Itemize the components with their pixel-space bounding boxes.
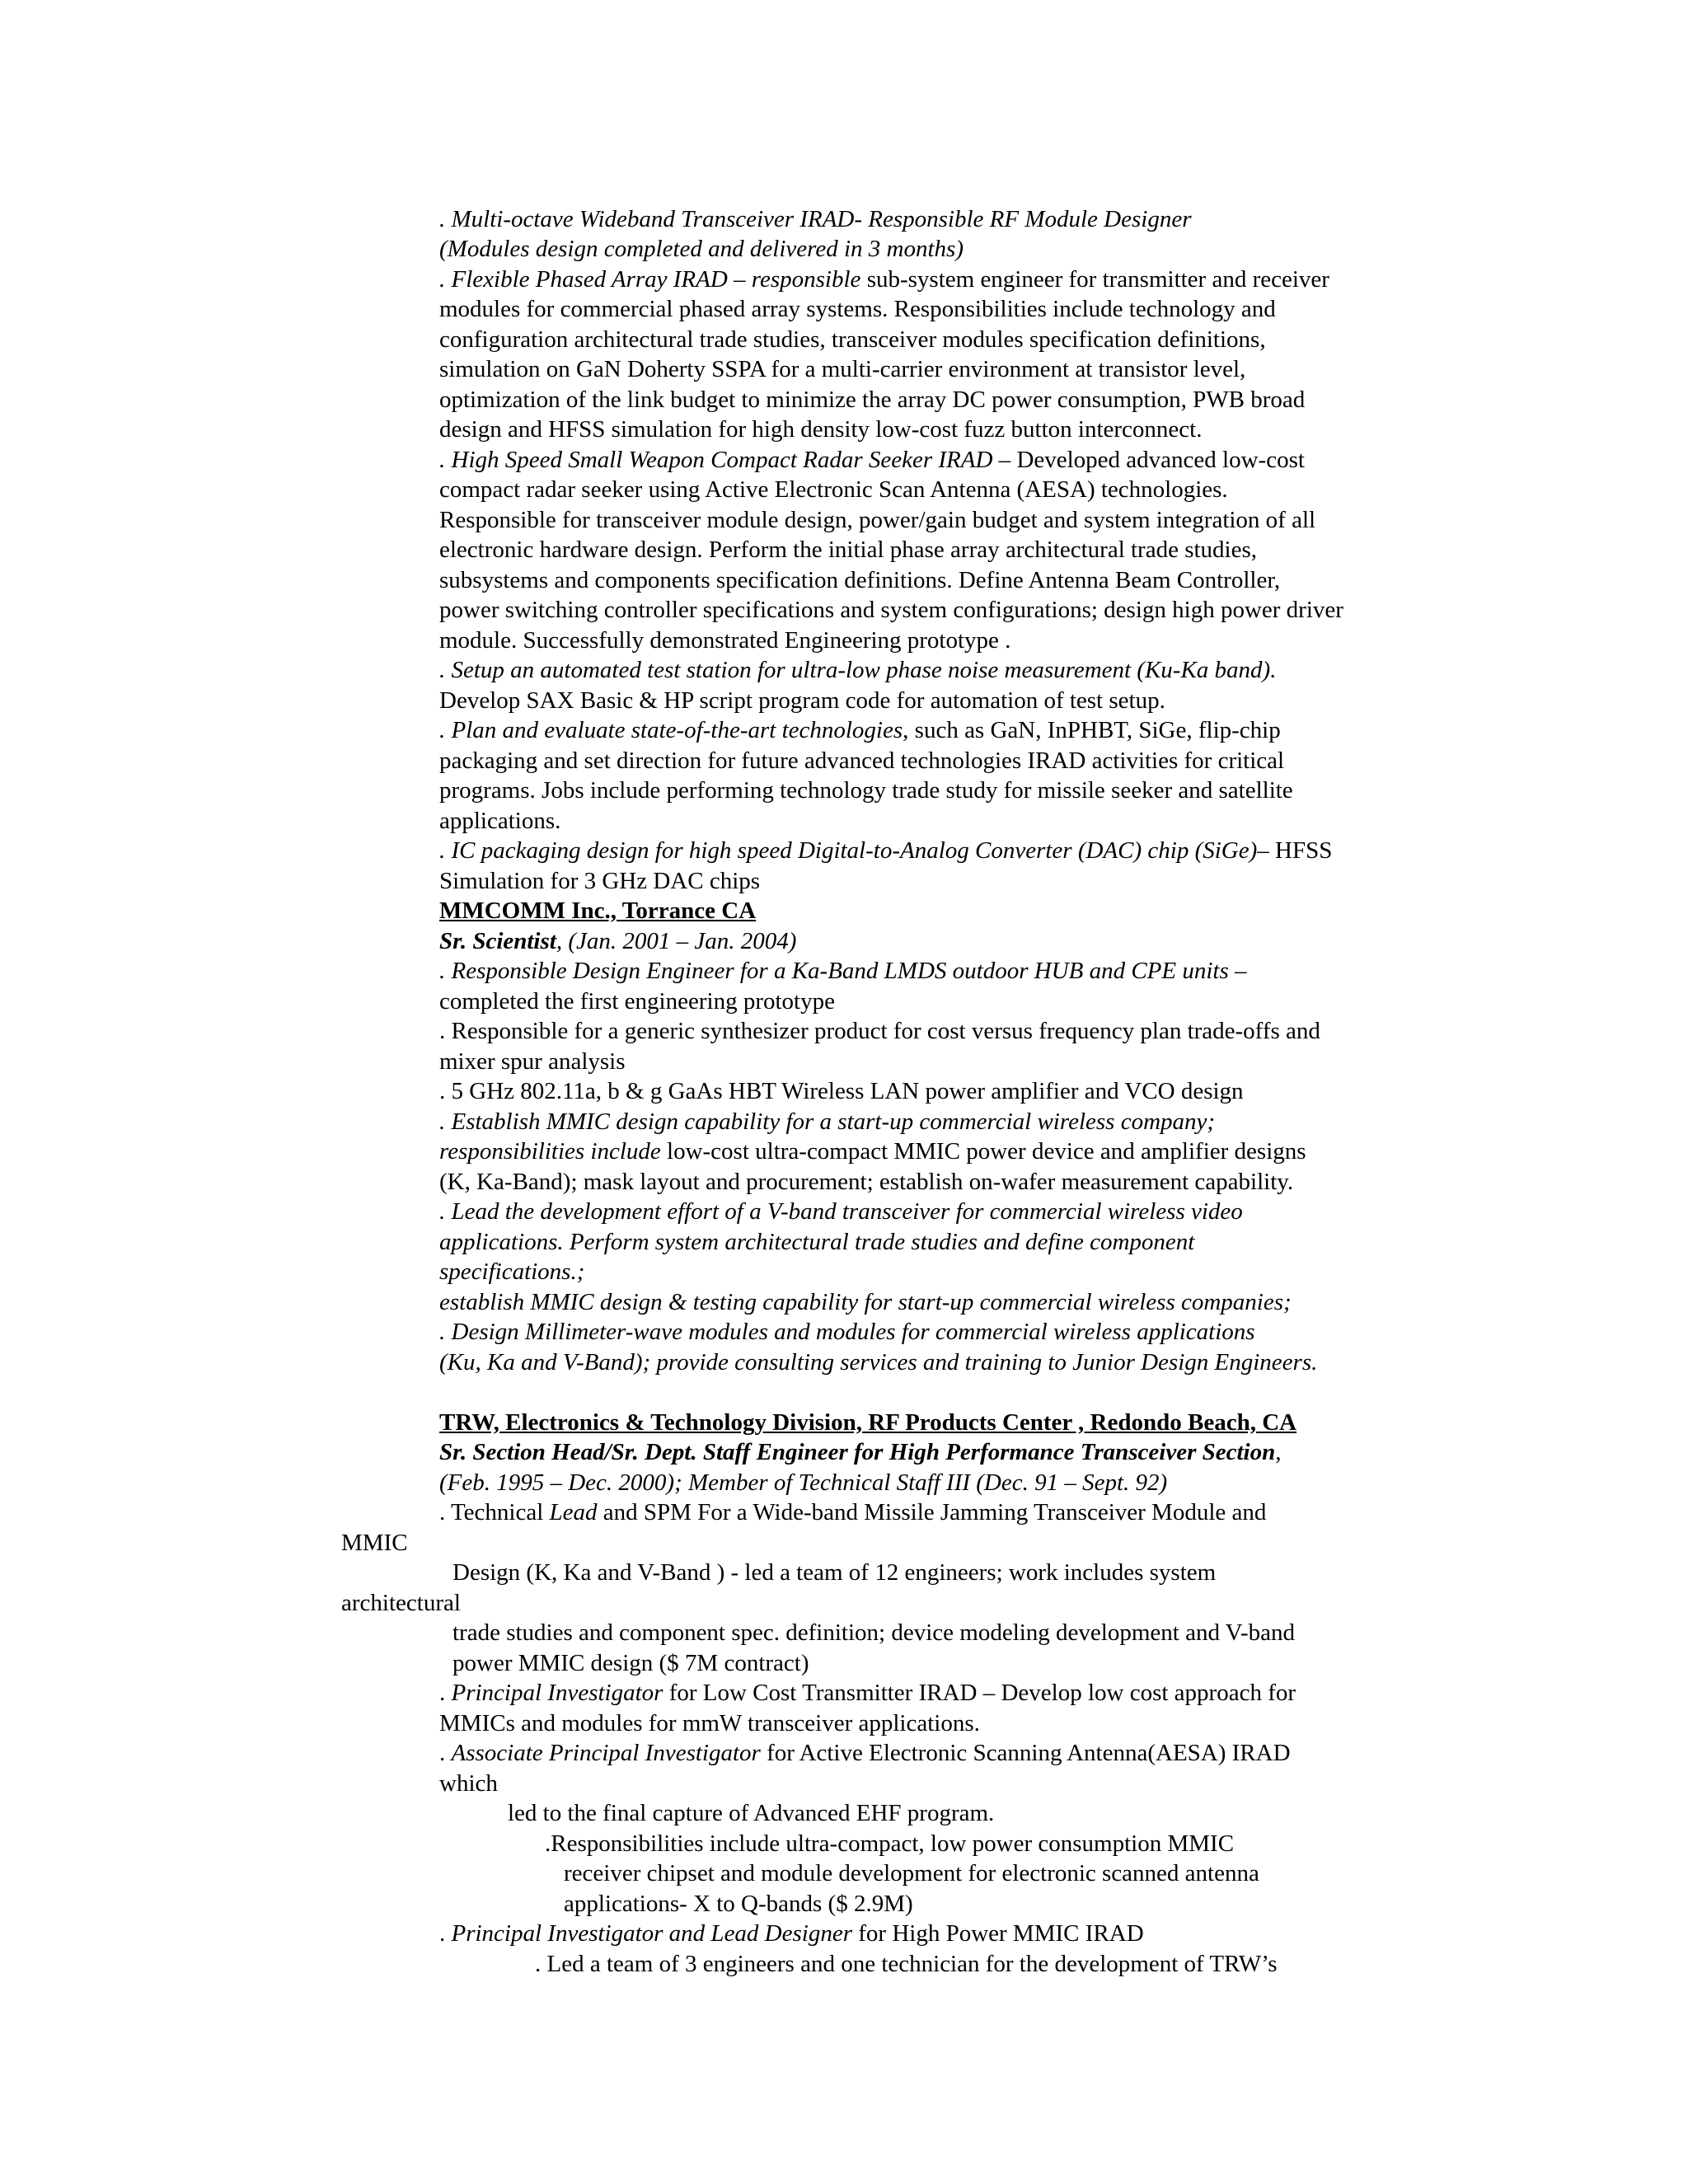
text-line [545,1829,1234,1859]
text-line [439,626,1010,656]
text-run: MMICs and modules for mmW transceiver applications. [439,1710,980,1736]
text-line [439,956,1247,987]
text-run: electronic hardware design. Perform the initial phase array architectural trade studies, [439,537,1258,563]
text-run: and SPM For a Wide-band Missile Jamming Transceiver Module and [597,1499,1267,1526]
text-line [439,1769,498,1799]
text-line [439,1347,1317,1378]
text-run: , [1275,1439,1282,1465]
text-line [439,806,560,837]
text-line [439,1437,1281,1468]
text-line [439,1738,1291,1769]
text-run: architectural [341,1590,461,1616]
text-line [439,686,1165,716]
text-line [439,715,1281,746]
text-line [439,1047,626,1077]
text-run: Responsible for transceiver module design, power/gain budget and system integration of all [439,507,1316,533]
text-line [341,1528,408,1558]
text-run: completed the first engineering prototype [439,988,835,1015]
text-run: . Led a team of 3 engineers and one technician for the development of TRW’s [535,1951,1278,1977]
text-line [439,1227,1194,1258]
text-line [439,1408,1296,1438]
text-run: optimization of the link budget to minimize the array DC power consumption, PWB broad [439,387,1306,413]
text-run: modules for commercial phased array systems. Responsibilities include technology and [439,296,1276,322]
text-run: .Responsibilities include ultra-compact, low power consumption MMIC [545,1830,1235,1857]
text-run: Developed advanced low-cost [1016,447,1305,473]
text-run: Principal Investigator [451,1680,663,1706]
text-run: . 5 GHz 802.11a, b & g GaAs HBT Wireless LAN power amplifier and VCO design [439,1078,1244,1104]
text-line [439,1678,1296,1708]
text-run: establish MMIC design & testing capability for start-up commercial wireless companies; [439,1289,1292,1315]
text-run: . Technical [439,1499,550,1526]
text-run: MMIC [341,1530,408,1556]
text-run: Develop SAX Basic & HP script program code for automation of test setup. [439,687,1165,714]
text-line [439,1708,980,1739]
text-run: . Plan and evaluate state-of-the-art technologies [439,717,903,743]
text-run: applications- X to Q-bands ($ 2.9M) [564,1891,913,1917]
text-run: . Responsible for a generic synthesizer product for cost versus frequency plan trade-offs and [439,1018,1320,1044]
text-run: . [439,1920,452,1947]
text-line [439,1919,1144,1949]
text-run: MMCOMM Inc., Torrance CA [439,898,757,924]
text-line [439,415,1202,445]
text-line [439,505,1315,536]
text-line [439,535,1257,565]
text-run: for Low Cost Transmitter IRAD – Develop low cost approach for [663,1680,1296,1706]
text-run: applications. [439,808,561,834]
text-run: which [439,1770,498,1797]
text-line [439,655,1276,686]
text-line [439,1016,1320,1047]
text-run: , (Jan. 2001 – Jan. 2004) [556,928,797,954]
text-run: (Feb. 1995 – Dec. 2000); Member of Technical Staff III (Dec. 91 – Sept. 92) [439,1469,1168,1496]
text-line [535,1949,1278,1980]
text-line [439,445,1305,476]
text-line [439,294,1276,325]
text-line [439,475,1228,505]
text-line [341,1588,461,1619]
text-line [439,896,756,926]
text-run: specifications.; [439,1258,585,1285]
text-line [439,1257,584,1287]
text-run: (K, Ka-Band); mask layout and procurement; establish on-wafer measurement capability. [439,1169,1294,1195]
text-run: applications. Perform system architectural trade studies and define component [439,1229,1195,1255]
text-line [439,1076,1244,1107]
text-run: low-cost ultra-compact MMIC power device and amplifier designs [667,1138,1306,1165]
text-run: (Ku, Ka and V-Band); provide consulting services and training to Junior Design Engineers. [439,1349,1318,1376]
text-run: power MMIC design ($ 7M contract) [452,1650,809,1676]
text-line [439,354,1245,385]
text-run: sub-system engineer for transmitter and receiver [866,266,1329,293]
text-run: for High Power MMIC IRAD [852,1920,1144,1947]
text-line [439,1497,1266,1528]
text-run: for Active Electronic Scanning Antenna(AESA) IRAD [760,1740,1291,1766]
text-run: – HFSS [1257,837,1333,864]
text-run: TRW, Electronics & Technology Division, RF Products Center , Redondo Beach, CA [439,1409,1297,1436]
text-line [439,234,964,265]
text-run: . [439,1740,452,1766]
text-run: trade studies and component spec. definition; device modeling development and V-band [452,1619,1295,1646]
text-run: Lead [549,1499,598,1526]
text-line [452,1648,809,1679]
text-line [439,746,1284,776]
text-run: . Lead the development effort of a V-band transceiver for commercial wireless video [439,1198,1243,1225]
text-run: (Modules design completed and delivered in 3 months) [439,236,964,262]
text-run: Simulation for 3 GHz DAC chips [439,868,761,894]
text-run: . Flexible Phased Array IRAD – responsible [439,266,867,293]
text-line [439,836,1332,866]
text-line [439,1317,1255,1347]
text-line [439,595,1343,626]
text-run: Design (K, Ka and V-Band ) - led a team of 12 engineers; work includes system [452,1559,1217,1586]
text-line [452,1558,1216,1588]
text-run: subsystems and components specification definitions. Define Antenna Beam Controller, [439,567,1281,593]
text-line [439,866,760,897]
text-run: Sr. Section Head/Sr. Dept. Staff Engineer for High Performance Transceiver Section [439,1439,1276,1465]
text-run: packaging and set direction for future advanced technologies IRAD activities for critical [439,748,1285,774]
text-line [439,776,1293,806]
text-run: Associate Principal Investigator [451,1740,761,1766]
text-line [564,1889,913,1919]
text-run: Sr. Scientist [439,928,556,954]
text-line [439,1167,1293,1197]
text-line [439,1197,1243,1227]
text-run: mixer spur analysis [439,1048,626,1075]
text-run: simulation on GaN Doherty SSPA for a multi-carrier environment at transistor level, [439,356,1246,382]
text-line [439,325,1266,355]
text-line [439,385,1305,415]
text-line [439,1107,1215,1137]
text-run: Principal Investigator and Lead Designer [451,1920,853,1947]
text-run: led to the final capture of Advanced EHF program. [508,1800,995,1826]
text-run: . Multi-octave Wideband Transceiver IRAD- Responsible RF Module Designer [439,206,1192,232]
text-run: . Establish MMIC design capability for a start-up commercial wireless company; [439,1108,1216,1135]
text-run: . IC packaging design for high speed Digital-to-Analog Converter (DAC) chip (SiGe) [439,837,1258,864]
text-run: , such as GaN, InPHBT, SiGe, flip-chip [903,717,1281,743]
text-run: . Responsible Design Engineer for a Ka-Band LMDS outdoor HUB and CPE units – [439,958,1247,984]
text-line [439,565,1280,596]
text-run: . Design Millimeter-wave modules and modules for commercial wireless applications [439,1319,1255,1345]
text-run: module. Successfully demonstrated Engineering prototype . [439,627,1011,654]
text-run: compact radar seeker using Active Electronic Scan Antenna (AESA) technologies. [439,476,1228,503]
text-line [439,987,835,1017]
text-run: . Setup an automated test station for ultra-low phase noise measurement (Ku-Ka band). [439,657,1277,683]
text-line [564,1858,1259,1889]
text-run: . [439,1680,452,1706]
text-run: configuration architectural trade studies, transceiver modules specification definitions, [439,326,1266,353]
text-run: responsibilities include [439,1138,668,1165]
text-run: power switching controller specifications and system configurations; design high power driver [439,597,1343,623]
text-line [439,1137,1306,1167]
text-run: receiver chipset and module development for electronic scanned antenna [564,1860,1259,1886]
text-run: design and HFSS simulation for high density low-cost fuzz button interconnect. [439,416,1203,443]
text-line [452,1618,1295,1648]
text-run: programs. Jobs include performing technology trade study for missile seeker and satellite [439,777,1293,804]
text-line [439,1287,1292,1318]
text-line [439,265,1329,295]
text-run: . High Speed Small Weapon Compact Radar Seeker IRAD – [439,447,1017,473]
text-line [439,926,796,957]
text-line [439,204,1191,235]
text-line [508,1798,994,1829]
text-line [439,1468,1167,1498]
